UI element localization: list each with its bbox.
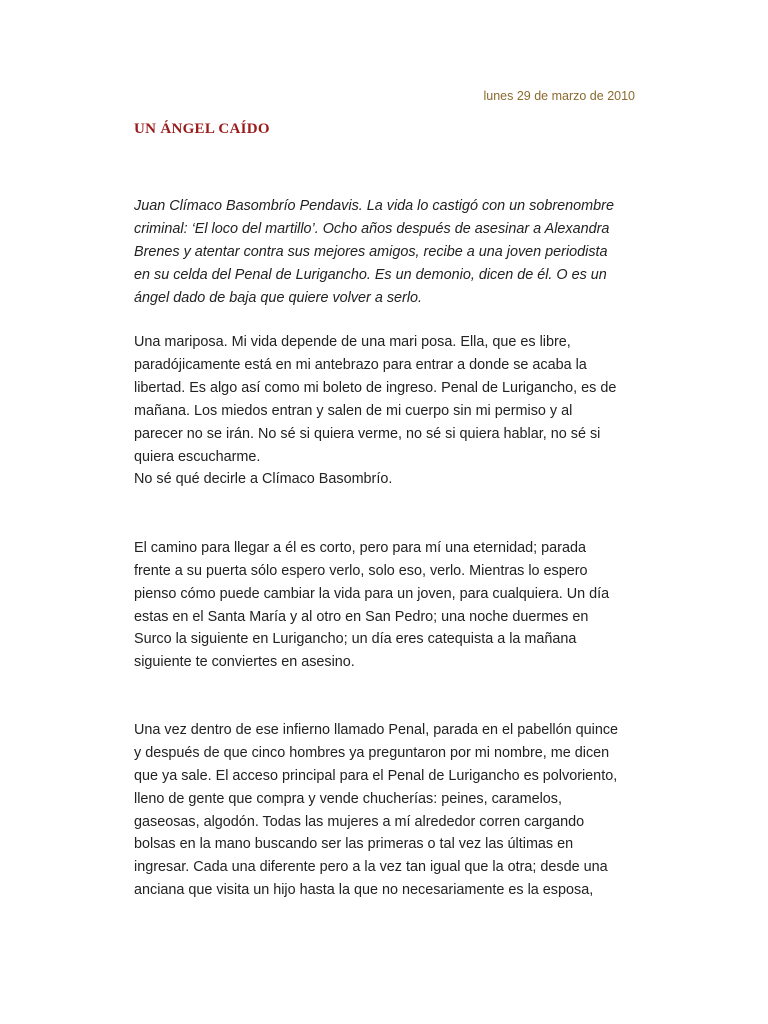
text-line: gaseosas, algodón. Todas las mujeres a mí alrededor corren cargando — [134, 814, 585, 830]
text-line: en su celda del Penal de Lurigancho. Es un demonio, dicen de él. O es un — [134, 267, 607, 283]
text-line: parecer no se irán. No sé si quiera verme, no sé si quiera hablar, no sé si — [134, 426, 601, 442]
text-line: estas en el Santa María y al otro en San Pedro; una noche duermes en — [134, 609, 589, 625]
text-line: bolsas en la mano buscando ser las primeras o tal vez las últimas en — [134, 836, 574, 852]
text-line: Surco la siguiente en Lurigancho; un día eres catequista a la mañana — [134, 631, 577, 647]
text-line: quiera escucharme. — [134, 449, 261, 465]
text-line: Juan Clímaco Basombrío Pendavis. La vida lo castigó con un sobrenombre — [134, 198, 614, 214]
post-title: UN ÁNGEL CAÍDO — [134, 121, 270, 137]
text-line: ángel dado de baja que quiere volver a serlo. — [134, 290, 423, 306]
text-line: ingresar. Cada una diferente pero a la vez tan igual que la otra; desde una — [134, 859, 608, 875]
post-date: lunes 29 de marzo de 2010 — [483, 89, 635, 103]
text-line: El camino para llegar a él es corto, pero para mí una eternidad; parada — [134, 540, 586, 556]
text-line: y después de que cinco hombres ya preguntaron por mi nombre, me dicen — [134, 745, 610, 761]
text-line: Una vez dentro de ese infierno llamado Penal, parada en el pabellón quince — [134, 722, 619, 738]
text-line: lleno de gente que compra y vende chucherías: peines, caramelos, — [134, 791, 562, 807]
text-line: libertad. Es algo así como mi boleto de ingreso. Penal de Lurigancho, es de — [134, 380, 617, 396]
text-line: pienso cómo puede cambiar la vida para un joven, para cualquiera. Un día — [134, 586, 610, 602]
text-line: anciana que visita un hijo hasta la que no necesariamente es la esposa, — [134, 882, 594, 898]
text-line: mañana. Los miedos entran y salen de mi cuerpo sin mi permiso y al — [134, 403, 573, 419]
text-line: criminal: ‘El loco del martillo’. Ocho años después de asesinar a Alexandra — [134, 221, 610, 237]
text-line: Brenes y atentar contra sus mejores amigos, recibe a una joven periodista — [134, 244, 608, 260]
text-line: paradójicamente está en mi antebrazo para entrar a donde se acaba la — [134, 357, 587, 373]
text-line: que ya sale. El acceso principal para el Penal de Lurigancho es polvoriento, — [134, 768, 618, 784]
text-line: frente a su puerta sólo espero verlo, solo eso, verlo. Mientras lo espero — [134, 563, 588, 579]
text-line: siguiente te conviertes en asesino. — [134, 654, 355, 670]
text-line: Una mariposa. Mi vida depende de una mari posa. Ella, que es libre, — [134, 334, 571, 350]
text-line: No sé qué decirle a Clímaco Basombrío. — [134, 471, 393, 487]
